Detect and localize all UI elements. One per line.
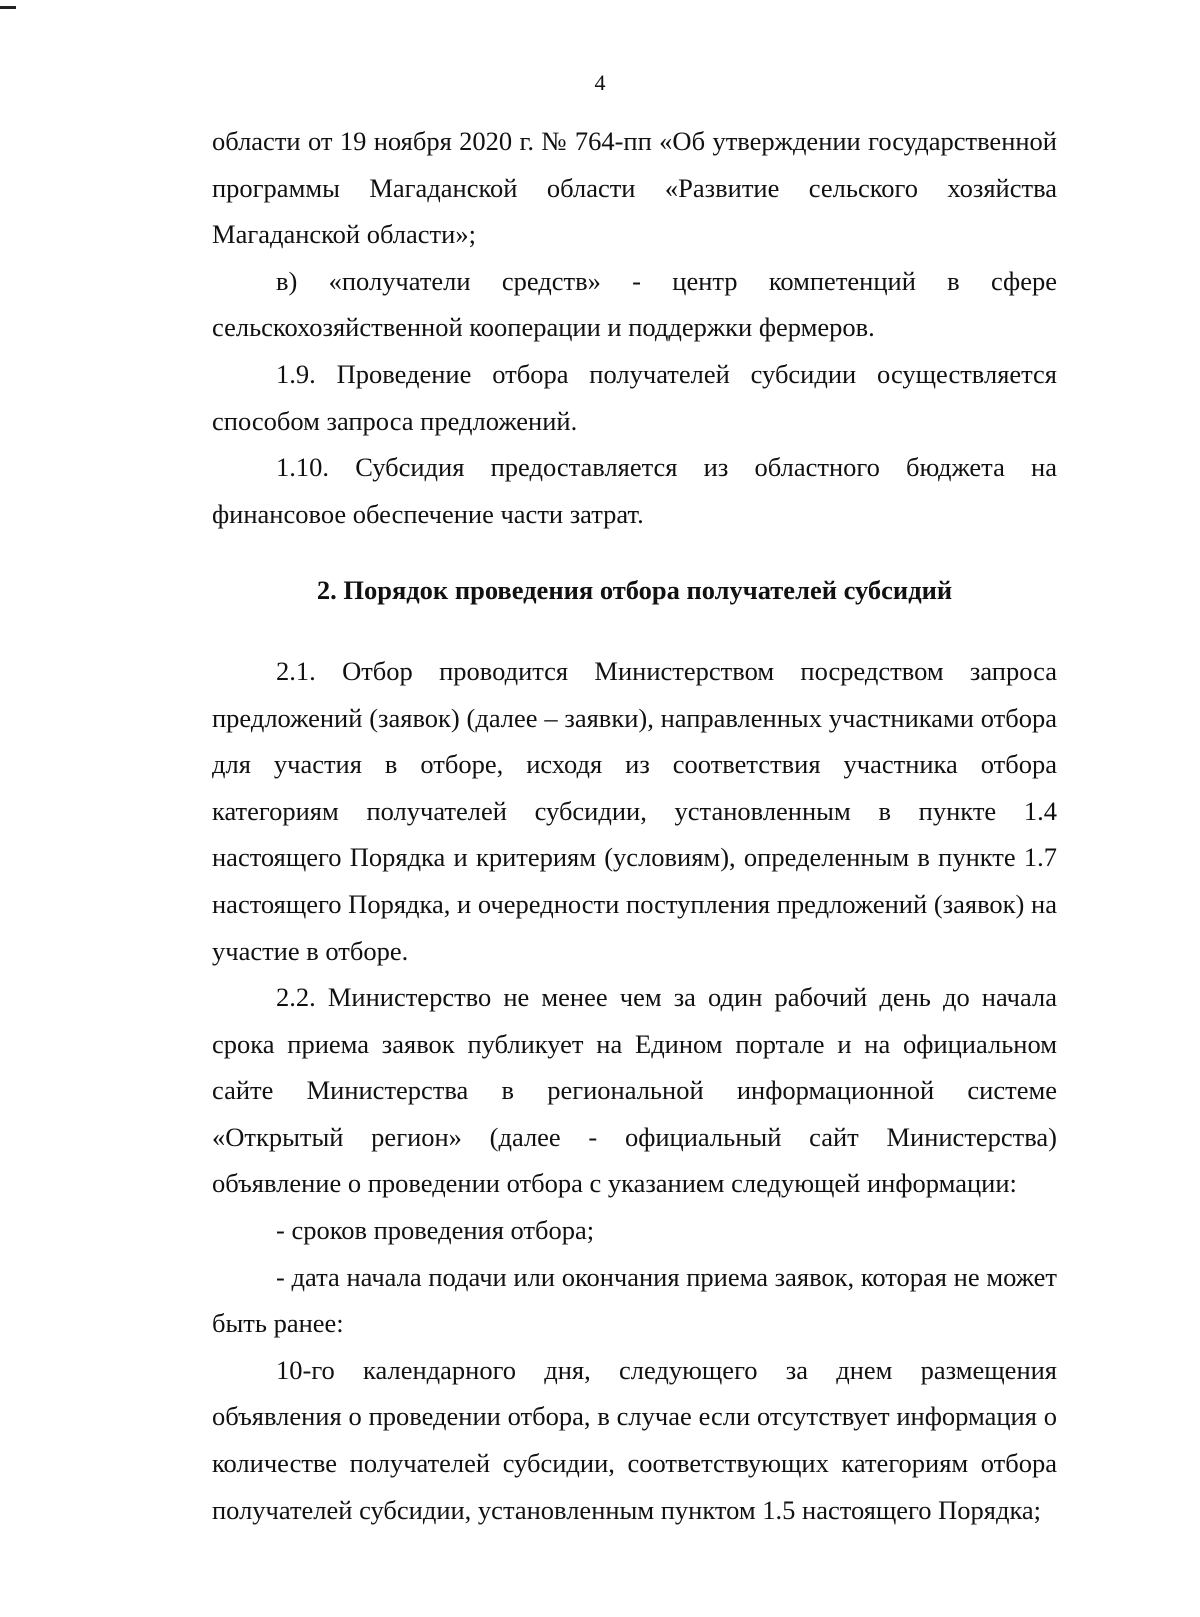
paragraph-recipients-definition: в) «получатели средств» - центр компетенций в сфере сельскохозяйственной кооперации и поддержки фермеров. [212,265,1057,343]
paragraph-2-2: 2.2. Министерство не менее чем за один рабочий день до начала срока приема заявок публикует на Едином портале и на официальном сайте Министерства в региональной информационной системе «Открытый регион» (далее - официальный сайт Министерства) объявление о проведении отбора с указанием следующей информации: [212,982,1057,1199]
paragraph-continuation: области от 19 ноября 2020 г. № 764-пп «Об утверждении государственной программы Магаданской области «Развитие сельского хозяйства Магаданской области»; [212,126,1057,250]
paragraph-1-9: 1.9. Проведение отбора получателей субсидии осуществляется способом запроса предложений. [212,358,1057,436]
document-body [212,118,1057,1533]
page-number: 4 [594,70,606,95]
section-heading: 2. Порядок проведения отбора получателей субсидий [316,575,953,606]
paragraph-10th-day: 10-го календарного дня, следующего за днем размещения объявления о проведении отбора, в случае если отсутствует информация о количестве получателей субсидии, соответствующих категориям отбора получателей субсидии, установленным пунктом 1.5 настоящего Порядка; [212,1354,1057,1525]
paragraph-1-10: 1.10. Субсидия предоставляется из областного бюджета на финансовое обеспечение части затрат. [212,452,1057,529]
paragraph-2-1: 2.1. Отбор проводится Министерством посредством запроса предложений (заявок) (далее – заявки), направленных участниками отбора для участия в отборе, исходя из соответствия участника отбора категориям получателей субсидии, установленным в пункте 1.4 настоящего Порядка и критериям (условиям), определенным в пункте 1.7 настоящего Порядка, и очередности поступления предложений (заявок) на участие в отборе. [212,655,1057,966]
scan-corner-mark [0,6,16,9]
list-item-start-date: - дата начала подачи или окончания приема заявок, которая не может быть ранее: [212,1261,1057,1339]
list-item-terms: - сроков проведения отбора; [276,1215,595,1246]
